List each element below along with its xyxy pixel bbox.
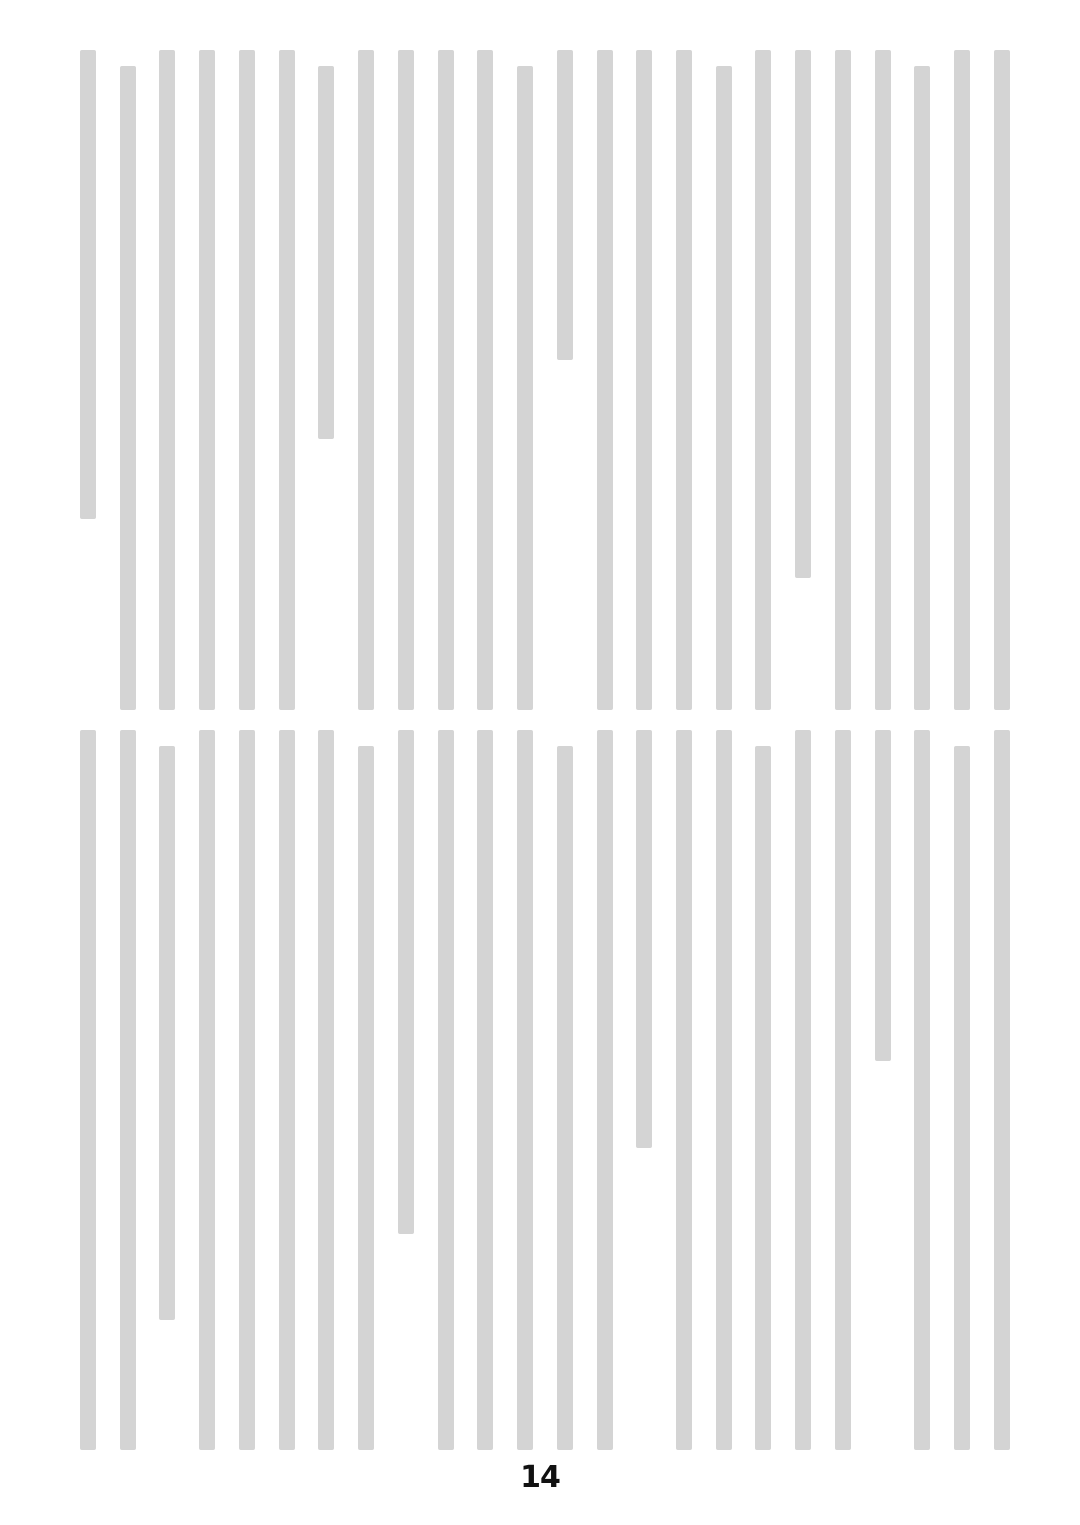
text-line-placeholder — [676, 730, 692, 1450]
text-column-placeholder — [716, 50, 732, 710]
text-line-placeholder — [875, 50, 891, 710]
text-line-placeholder — [80, 50, 96, 519]
text-line-placeholder — [835, 730, 851, 1450]
text-column-placeholder — [835, 50, 851, 710]
text-line-placeholder — [438, 50, 454, 710]
text-column-placeholder — [795, 730, 811, 1450]
text-column-placeholder — [795, 50, 811, 710]
text-column-placeholder — [120, 50, 136, 710]
text-line-placeholder — [120, 66, 136, 710]
text-column-placeholder — [477, 730, 493, 1450]
text-line-placeholder — [795, 50, 811, 578]
text-line-placeholder — [517, 730, 533, 1450]
text-line-placeholder — [199, 50, 215, 710]
text-line-placeholder — [954, 746, 970, 1450]
text-column-placeholder — [358, 50, 374, 710]
upper-text-tier — [80, 50, 1010, 710]
text-column-placeholder — [80, 730, 96, 1450]
text-column-placeholder — [477, 50, 493, 710]
text-line-placeholder — [597, 730, 613, 1450]
text-column-placeholder — [199, 50, 215, 710]
text-line-placeholder — [914, 66, 930, 710]
text-column-placeholder — [716, 730, 732, 1450]
text-line-placeholder — [477, 730, 493, 1450]
text-line-placeholder — [875, 730, 891, 1061]
text-line-placeholder — [835, 50, 851, 710]
lower-text-tier — [80, 730, 1010, 1450]
text-line-placeholder — [398, 730, 414, 1234]
text-column-placeholder — [159, 730, 175, 1450]
text-line-placeholder — [279, 730, 295, 1450]
text-line-placeholder — [239, 730, 255, 1450]
text-column-placeholder — [517, 50, 533, 710]
text-line-placeholder — [438, 730, 454, 1450]
text-line-placeholder — [358, 50, 374, 710]
text-line-placeholder — [159, 50, 175, 710]
text-column-placeholder — [597, 50, 613, 710]
text-line-placeholder — [557, 746, 573, 1450]
text-column-placeholder — [597, 730, 613, 1450]
text-column-placeholder — [80, 50, 96, 710]
text-line-placeholder — [358, 746, 374, 1450]
text-line-placeholder — [398, 50, 414, 710]
text-column-placeholder — [914, 730, 930, 1450]
text-line-placeholder — [318, 66, 334, 439]
text-line-placeholder — [636, 50, 652, 710]
text-line-placeholder — [318, 730, 334, 1450]
text-line-placeholder — [279, 50, 295, 710]
text-line-placeholder — [795, 730, 811, 1450]
text-column-placeholder — [954, 50, 970, 710]
text-column-placeholder — [835, 730, 851, 1450]
text-column-placeholder — [954, 730, 970, 1450]
text-column-placeholder — [279, 730, 295, 1450]
text-line-placeholder — [676, 50, 692, 710]
text-column-placeholder — [636, 50, 652, 710]
text-column-placeholder — [318, 730, 334, 1450]
text-line-placeholder — [636, 730, 652, 1148]
text-column-placeholder — [517, 730, 533, 1450]
text-line-placeholder — [755, 746, 771, 1450]
text-line-placeholder — [120, 730, 136, 1450]
text-column-placeholder — [398, 50, 414, 710]
text-column-placeholder — [318, 50, 334, 710]
text-column-placeholder — [438, 50, 454, 710]
text-column-placeholder — [676, 730, 692, 1450]
text-column-placeholder — [438, 730, 454, 1450]
text-column-placeholder — [875, 50, 891, 710]
text-line-placeholder — [597, 50, 613, 710]
page-number: 14 — [520, 1460, 560, 1495]
text-column-placeholder — [875, 730, 891, 1450]
text-line-placeholder — [755, 50, 771, 710]
text-line-placeholder — [994, 50, 1010, 710]
text-column-placeholder — [159, 50, 175, 710]
text-column-placeholder — [914, 50, 930, 710]
text-column-placeholder — [994, 730, 1010, 1450]
text-line-placeholder — [517, 66, 533, 710]
text-line-placeholder — [716, 730, 732, 1450]
text-column-placeholder — [239, 730, 255, 1450]
text-column-placeholder — [199, 730, 215, 1450]
text-column-placeholder — [755, 730, 771, 1450]
text-line-placeholder — [239, 50, 255, 710]
text-line-placeholder — [159, 746, 175, 1320]
text-column-placeholder — [120, 730, 136, 1450]
text-line-placeholder — [477, 50, 493, 710]
text-column-placeholder — [636, 730, 652, 1450]
text-column-placeholder — [239, 50, 255, 710]
text-line-placeholder — [80, 730, 96, 1450]
text-column-placeholder — [557, 50, 573, 710]
text-line-placeholder — [914, 730, 930, 1450]
text-column-placeholder — [358, 730, 374, 1450]
text-line-placeholder — [199, 730, 215, 1450]
text-column-placeholder — [557, 730, 573, 1450]
text-line-placeholder — [994, 730, 1010, 1450]
text-line-placeholder — [954, 50, 970, 710]
text-line-placeholder — [716, 66, 732, 710]
text-column-placeholder — [755, 50, 771, 710]
text-column-placeholder — [676, 50, 692, 710]
text-column-placeholder — [279, 50, 295, 710]
text-line-placeholder — [557, 50, 573, 360]
text-column-placeholder — [994, 50, 1010, 710]
text-column-placeholder — [398, 730, 414, 1450]
